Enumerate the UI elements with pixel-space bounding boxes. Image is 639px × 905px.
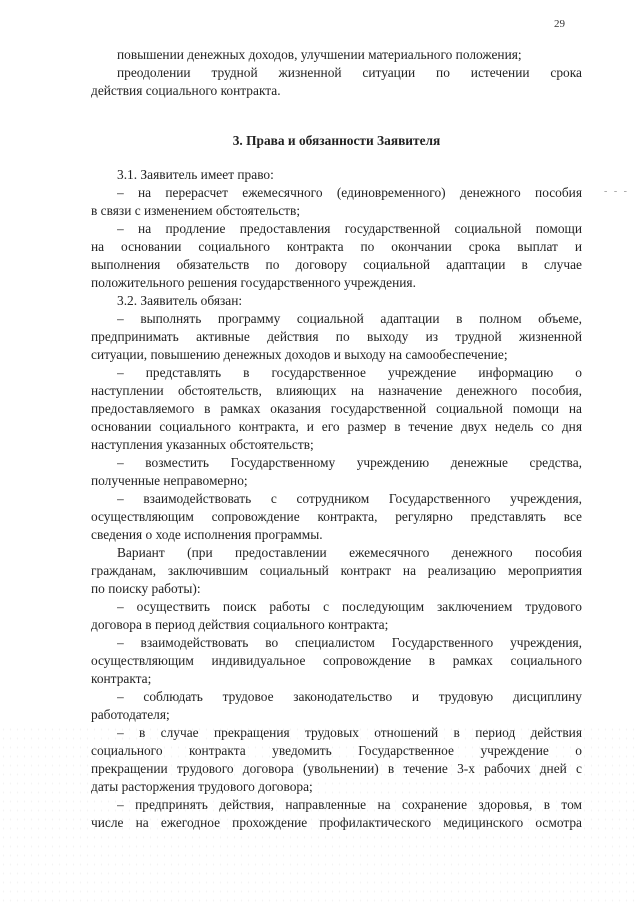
text-line: основании социального контракта, и его размер в течение двух недель со дня <box>91 419 582 434</box>
text-line: – возместить Государственному учреждению денежные средства, <box>117 455 582 470</box>
text-line: сведения о ходе исполнения программы. <box>91 527 323 542</box>
text-line: – выполнять программу социальной адаптации в полном объеме, <box>117 311 582 326</box>
text-line: гражданам, заключившим социальный контракт на реализацию мероприятия <box>91 563 582 578</box>
text-line: полученные неправомерно; <box>91 473 248 488</box>
text-line: на основании социального контракта по окончании срока выплат и <box>91 239 582 254</box>
page-number: 29 <box>554 18 565 30</box>
text-line: осуществляющим индивидуальное сопровождение в рамках социального <box>91 653 582 668</box>
text-line: положительного решения государственного учреждения. <box>91 275 416 290</box>
text-line: числе на ежегодное прохождение профилактического медицинского осмотра <box>91 815 582 830</box>
clause-heading: 3.2. Заявитель обязан: <box>117 293 243 308</box>
text-line: контракта; <box>91 671 152 686</box>
text-line: наступлении обстоятельств, влияющих на назначение денежного пособия, <box>91 383 582 398</box>
text-line: – в случае прекращения трудовых отношений в период действия <box>117 725 582 740</box>
text-line: предоставляемого в рамках оказания государственной социальной помощи на <box>91 401 582 416</box>
text-line: социального контракта уведомить Государственное учреждение о <box>91 743 582 758</box>
text-line: – взаимодействовать с сотрудником Государственного учреждения, <box>117 491 582 506</box>
text-line: по поиску работы): <box>91 581 201 596</box>
text-line: – соблюдать трудовое законодательство и трудовую дисциплину <box>117 689 582 704</box>
text-line: – осуществить поиск работы с последующим заключением трудового <box>117 599 582 614</box>
text-line: в связи с изменением обстоятельств; <box>91 203 301 218</box>
text-line: Вариант (при предоставлении ежемесячного денежного пособия <box>117 545 582 560</box>
text-line: преодолении трудной жизненной ситуации по истечении срока <box>117 65 582 80</box>
section-heading: 3. Права и обязанности Заявителя <box>232 133 441 148</box>
text-line: – взаимодействовать во специалистом Государственного учреждения, <box>117 635 582 650</box>
text-line: – представлять в государственное учреждение информацию о <box>117 365 582 380</box>
text-line: – на продление предоставления государственной социальной помощи <box>117 221 582 236</box>
text-line: осуществляющим сопровождение контракта, регулярно представлять все <box>91 509 582 524</box>
margin-mark: - - - <box>604 186 629 197</box>
text-line: договора в период действия социального контракта; <box>91 617 389 632</box>
text-line: прекращении трудового договора (увольнении) в течение 3-х рабочих дней с <box>91 761 582 776</box>
text-line: даты расторжения трудового договора; <box>91 779 313 794</box>
text-line: повышении денежных доходов, улучшении материального положения; <box>117 47 522 62</box>
text-line: наступления указанных обстоятельств; <box>91 437 314 452</box>
text-line: работодателя; <box>91 707 170 722</box>
text-line: ситуации, повышению денежных доходов и выходу на самообеспечение; <box>91 347 508 362</box>
text-line: – предпринять действия, направленные на сохранение здоровья, в том <box>117 797 582 812</box>
text-line: – на перерасчет ежемесячного (единовременного) денежного пособия <box>117 185 582 200</box>
text-line: действия социального контракта. <box>91 83 281 98</box>
text-line: выполнения обязательств по договору социальной адаптации в случае <box>91 257 582 272</box>
text-line: предпринимать активные действия по выходу из трудной жизненной <box>91 329 582 344</box>
clause-heading: 3.1. Заявитель имеет право: <box>117 167 274 182</box>
